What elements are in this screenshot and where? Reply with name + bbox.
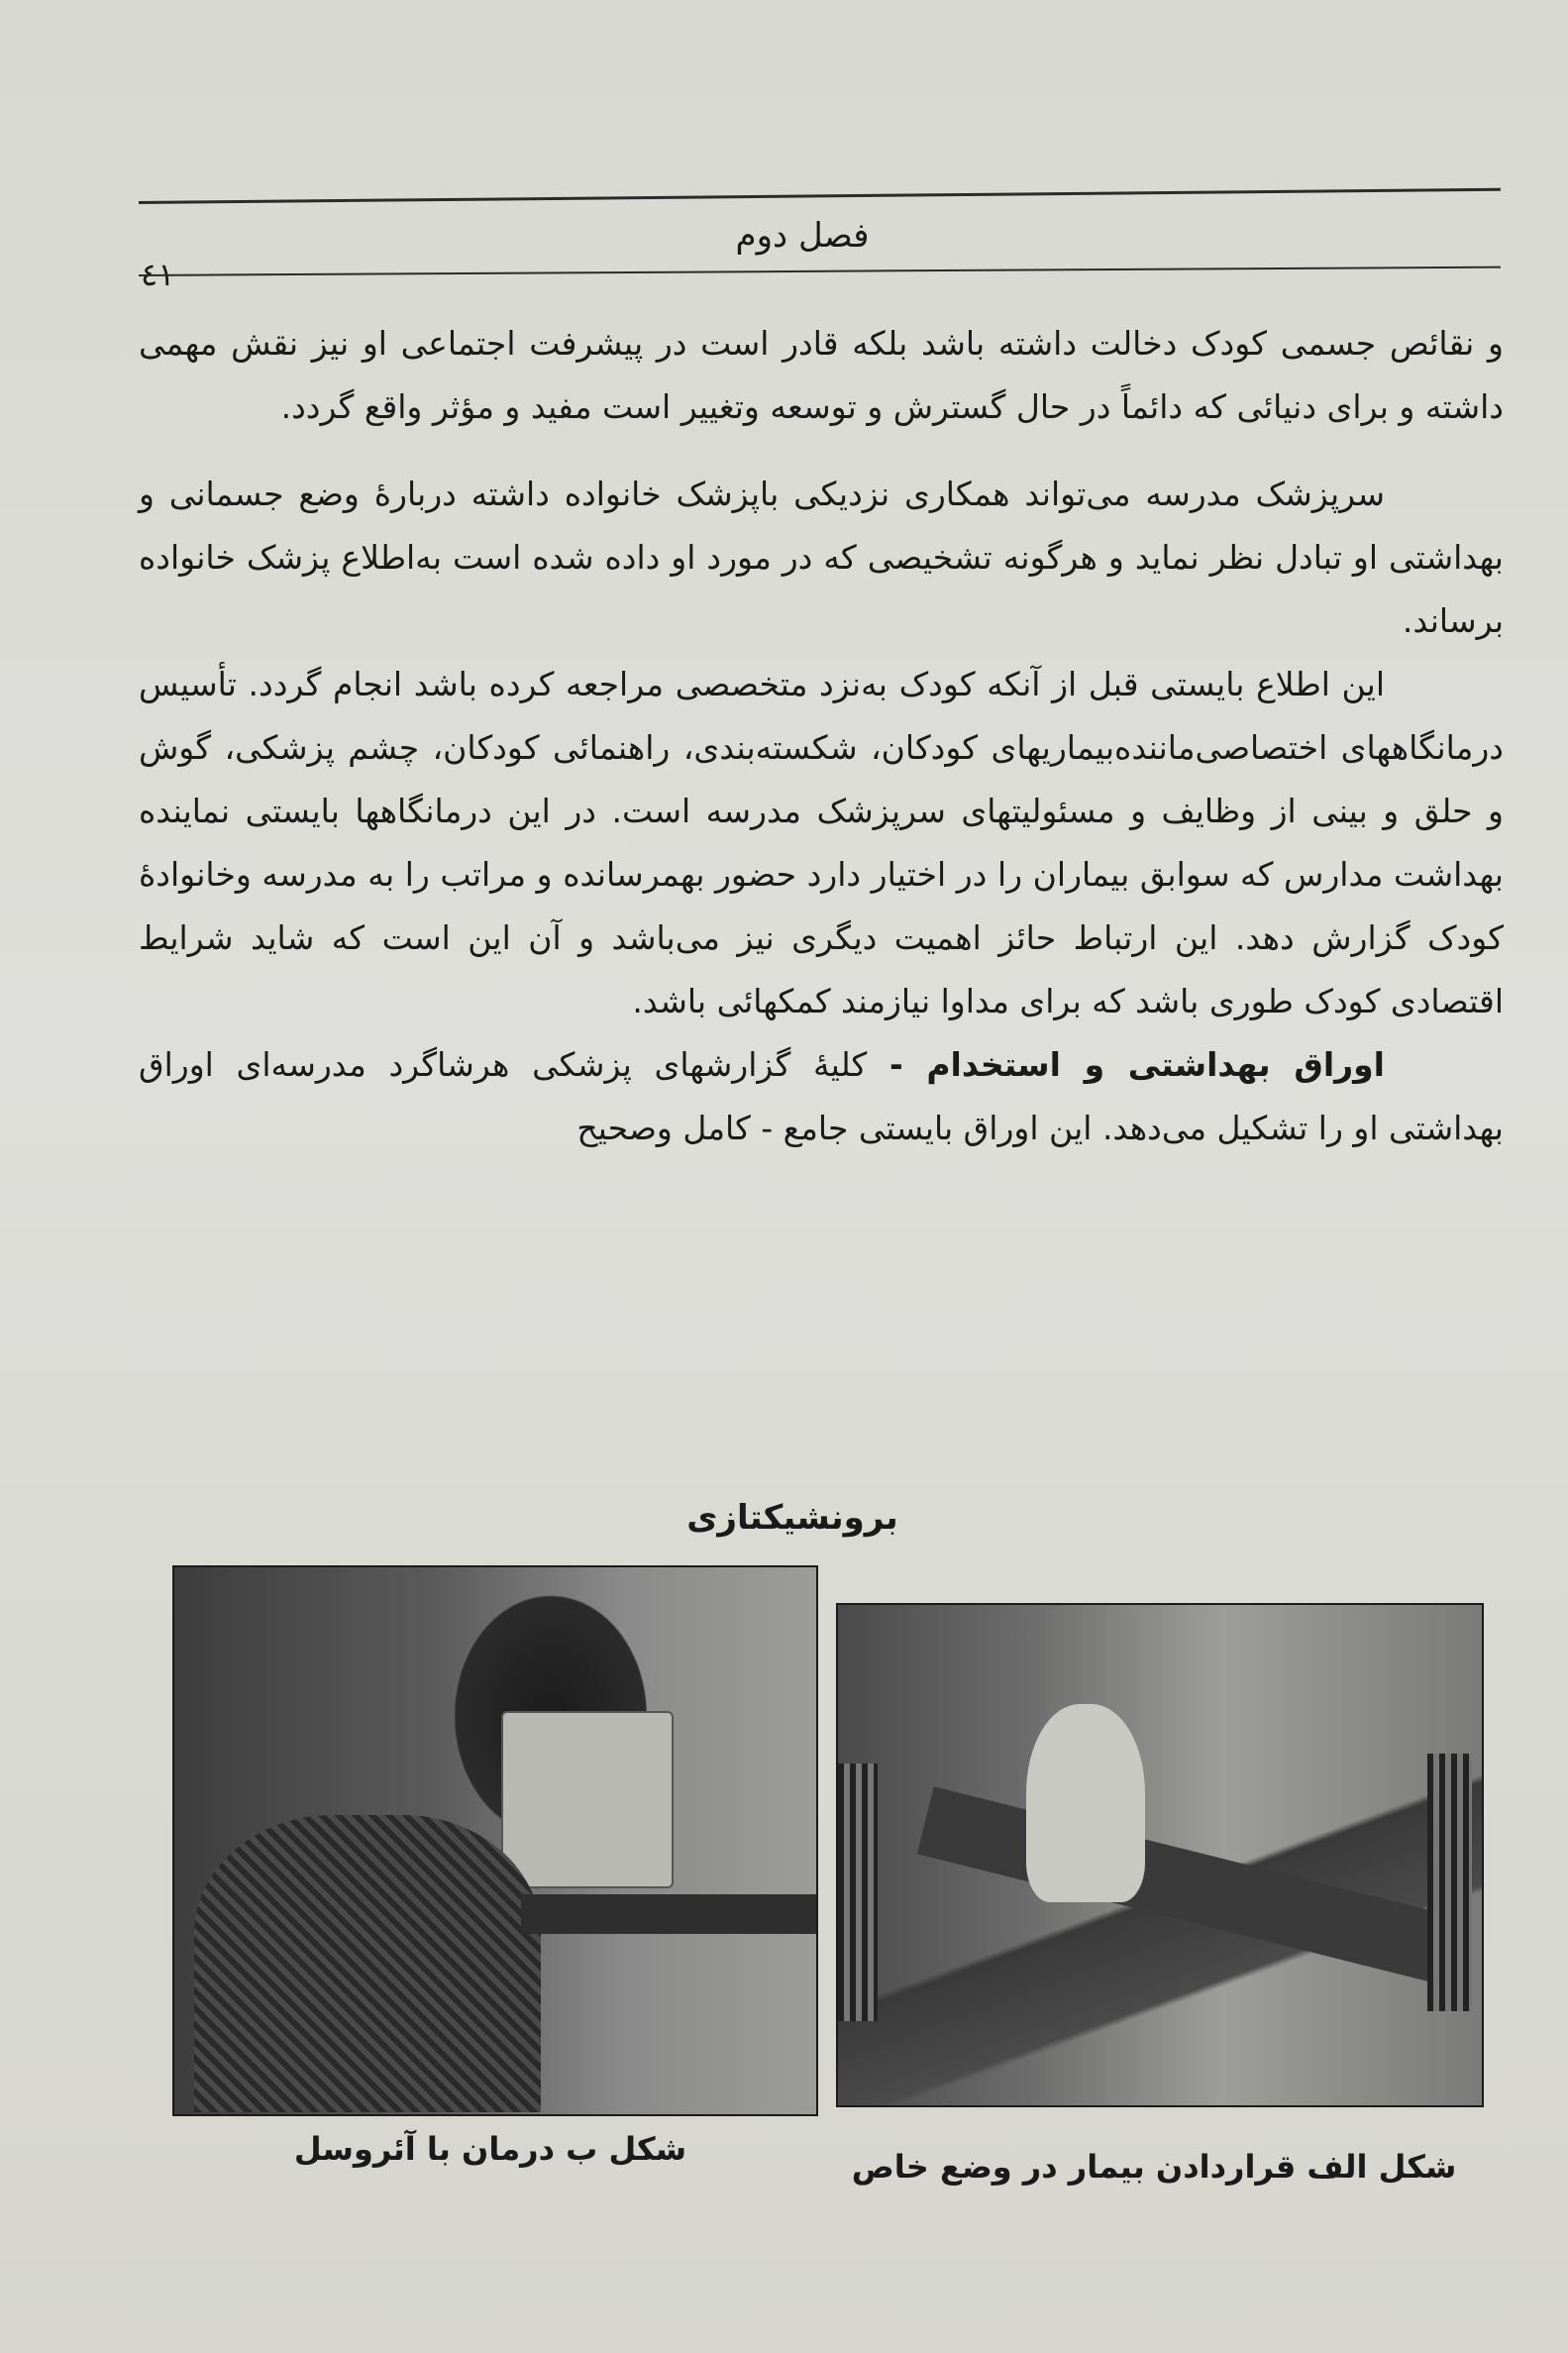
bed-frame-right-shape [1427, 1754, 1472, 2011]
section-heading: اوراق بهداشتی و استخدام - [889, 1045, 1385, 1084]
body-text [139, 312, 1504, 1160]
running-title: فصل دوم [735, 216, 870, 256]
tilted-bed-shape [917, 1786, 1472, 1987]
table-shape [521, 1894, 816, 1934]
caption-left: شکل ب درمان با آئروسل [293, 2130, 687, 2168]
photo-aerosol-treatment [172, 1565, 818, 2116]
page-number: ٤١ [141, 256, 175, 293]
section-paragraph [139, 1033, 1504, 1160]
aerosol-device-shape [501, 1711, 674, 1888]
header-rule-top [139, 188, 1501, 204]
paragraph: این اطلاع بایستی قبل از آنکه کودک به‌نزد متخصصی مراجعه کرده باشد انجام گردد. تأسیس درمانگاههای اختصاصی‌ماننده‌بیماریهای کودکان، شکسته‌بندی، راهنمائی کودکان، چشم پزشکی، گوش و حلق و بینی از وظایف و مسئولیتهای سرپزشک مدرسه است. در این درمانگاهها بایستی نماینده بهداشت مدارس که سوابق بیماران را در اختیار دارد حضور بهمرسانده و مراتب را به مدرسه وخانوادهٔ کودک گزارش دهد. این ارتباط حائز اهمیت دیگری نیز می‌باشد و آن این است که شاید شرایط اقتصادی کودک طوری باشد که برای مداوا نیازمند کمکهائی باشد. [139, 665, 1504, 1020]
bed-frame-left-shape [838, 1764, 878, 2021]
figure-title: برونشیکتازی [686, 1498, 898, 1538]
patient-body-shape [194, 1815, 541, 2112]
caption-right: شکل الف قراردادن بیمار در وضع خاص [851, 2148, 1457, 2186]
photo-patient-positioning [836, 1603, 1484, 2107]
paragraph: و نقائص جسمی کودک دخالت داشته باشد بلکه قادر است در پیشرفت اجتماعی او نیز نقش مهمی داشته و برای دنیائی که دائماً در حال گسترش و توسعه وتغییر است مفید و مؤثر واقع گردد. [139, 324, 1504, 426]
patient-figure-shape [1026, 1704, 1145, 1902]
section-text: کلیهٔ گزارشهای پزشکی هرشاگرد مدرسه‌ای اوراق بهداشتی او را تشکیل می‌دهد. این اوراق بایستی جامع - کامل وصحیح [139, 1045, 1504, 1147]
paragraph: سرپزشک مدرسه می‌تواند همکاری نزدیکی باپزشک خانواده داشته دربارهٔ وضع جسمانی و بهداشتی او تبادل نظر نماید و هرگونه تشخیصی که در مورد او داده شده است به‌اطلاع پزشک خانواده برساند. [139, 475, 1504, 640]
header-rule-bottom [139, 267, 1501, 276]
